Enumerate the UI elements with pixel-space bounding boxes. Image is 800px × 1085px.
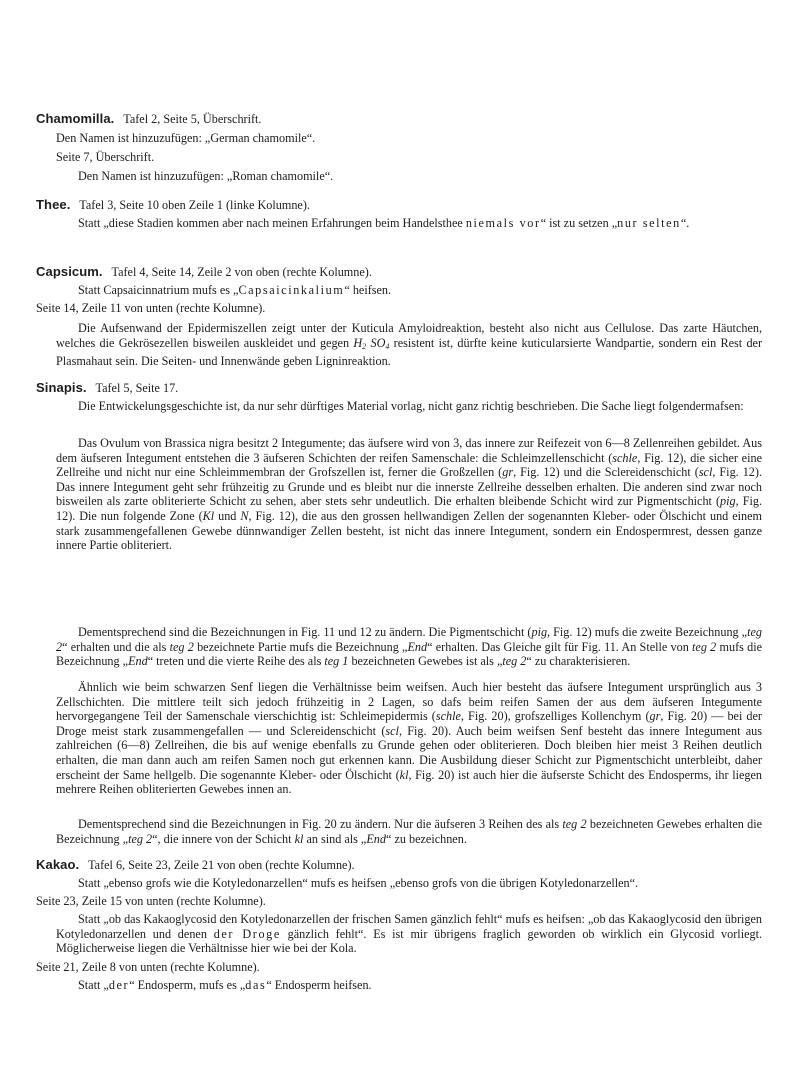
text-run: , Fig. 20). Auch beim weifsen Senf besteht das innere Integument aus zahlreichen (6—8) Zellreihen, die bis auf wenige ebenfalls zu Grunde gehen oder obliterieren. Doch bleiben hier meist 3 Reihen deutlich erhalten, die man dann auch am reifen Samen noch gut erkennen kann. Die Ausbildung dieser Schicht zur Pigmentschicht unterbleibt, daher erscheint der Same hellgelb. Die sogenannte Kleber- oder Ölschicht ( bbox=[56, 723, 762, 782]
text-run: gänzlich fehlt“. Es ist mir übrigens fraglich geworden ob wirklich ein Glycosid vorliegt. Möglicherweise liegen die Verhältnisse hier wie bei der Kola. bbox=[56, 926, 763, 956]
text-run: bezeichnete Partie mufs die Bezeichnung „ bbox=[193, 639, 408, 654]
figure-label: scl bbox=[698, 465, 713, 480]
figure-label: End bbox=[128, 654, 148, 669]
figure-label: teg 2 bbox=[502, 654, 527, 669]
figure-label: End bbox=[407, 639, 428, 654]
spaced-text: der Droge bbox=[213, 926, 281, 941]
text-run: bezeichneten Gewebes erhalten die Bezeichnung „ bbox=[56, 817, 762, 846]
correction-paragraph bbox=[56, 436, 762, 553]
figure-label: kl bbox=[399, 767, 409, 782]
location-line: Seite 14, Zeile 11 von unten (rechte Kolumne). bbox=[36, 301, 266, 315]
text-run: Statt „ bbox=[78, 978, 109, 992]
text-run: resistent ist, dürfte keine kuticularsierte Wandpartie, sondern ein Rest der Plasmahaut sein. Die Seiten- und Innenwände geben Ligninreaktion. bbox=[56, 335, 763, 369]
spaced-text: der bbox=[108, 978, 130, 992]
text-run: , Fig. 20), grofszelliges Kollenchym ( bbox=[460, 709, 650, 724]
section-heading bbox=[36, 858, 355, 873]
figure-label: teg 2 bbox=[692, 639, 717, 654]
section-term: Capsicum. bbox=[36, 264, 103, 279]
location-line: Seite 23, Zeile 15 von unten (rechte Kolumne). bbox=[36, 894, 266, 908]
correction-text: Den Namen ist hinzuzufügen: „Roman chamomile“. bbox=[78, 169, 334, 183]
location-line: Tafel 3, Seite 10 oben Zeile 1 (linke Kolumne). bbox=[79, 198, 310, 212]
text-run: Das Ovulum von Brassica nigra besitzt 2 Integumente; das äufsere wird von 3, das innere zur Reifezeit von 6—8 Zellenreihen gebildet. Aus dem äufseren Integument entstehen die 3 äufseren Schichten der reifen Samenschale: die Schleimzellenschicht ( bbox=[56, 436, 762, 465]
correction-paragraph bbox=[56, 912, 762, 956]
location-line: Tafel 6, Seite 23, Zeile 21 von oben (rechte Kolumne). bbox=[88, 858, 355, 872]
location-line: Tafel 2, Seite 5, Überschrift. bbox=[123, 112, 262, 126]
text-run: Ähnlich wie beim schwarzen Senf liegen die Verhältnisse beim weifsen. Auch hier besteht das äufsere Integument ursprünglich aus 3 Zellschichten. Die mittlere teilt sich jedoch frühzeitig in 2 Lagen, so dafs beim reifen Samen der aus dem äufseren Integumente hervorgegangene Teil der Samenschale vierschichtig ist: Schleimepidermis ( bbox=[56, 680, 762, 724]
text-run: “ ist zu setzen „ bbox=[540, 216, 618, 230]
figure-label: End bbox=[366, 831, 386, 846]
spaced-text: nur selten bbox=[617, 216, 681, 230]
location-line: Seite 7, Überschrift. bbox=[56, 150, 155, 164]
text-run: , Fig. 12). Die nun folgende Zone ( bbox=[56, 494, 763, 523]
spaced-text: das bbox=[245, 978, 267, 992]
figure-label: teg 1 bbox=[324, 654, 349, 669]
text-run: an sind als „ bbox=[303, 831, 367, 846]
correction-paragraph bbox=[56, 680, 762, 797]
text-run: Statt „diese Stadien kommen aber nach meinen Erfahrungen beim Handelsthee bbox=[78, 216, 463, 230]
section-heading bbox=[36, 198, 310, 213]
figure-label: gr bbox=[502, 465, 514, 480]
figure-label: teg 2 bbox=[562, 817, 587, 831]
text-run: , Fig. 20) ist auch hier die äufserste Schicht des Endosperms, ihr liegen mehrere Reihen obliterierten Gewebes innen an. bbox=[56, 767, 762, 797]
text-run: “ heifsen. bbox=[344, 283, 392, 297]
correction-paragraph bbox=[56, 625, 762, 669]
section-heading bbox=[36, 112, 261, 127]
figure-label: kl bbox=[294, 831, 304, 846]
figure-label: pig bbox=[531, 625, 548, 639]
text-run: , Fig. 12). Das innere Integument geht sehr frühzeitig zu Grunde und es bleibt nur die innerste Zellreihe desselben erhalten. Die anderen sind zwar noch bisweilen als zarte obliterierte Schicht zu sehen, aber stets sehr undeutlich. Die erhalten bleibende Schicht wird zur Pigmentschicht ( bbox=[56, 465, 762, 509]
text-run: Statt Capsaicinnatrium mufs es „ bbox=[78, 283, 239, 297]
text-run: “ erhalten. Das Gleiche gilt für Fig. 11. An Stelle von bbox=[427, 639, 693, 654]
spaced-text: niemals vor bbox=[465, 216, 541, 230]
section-term: Thee. bbox=[36, 197, 71, 212]
figure-label: N bbox=[240, 508, 249, 523]
figure-label: schle bbox=[612, 450, 638, 465]
figure-label: pig bbox=[720, 494, 736, 509]
text-run: , Fig. 12), die aus den grossen hellwandigen Zellen der sogenannten Kleber- oder Ölschicht und einem stark zusammengefallenen Gewebe dünnwandiger Zellen besteht, ist nicht das innere Integument, sondern ein Endospermrest, dessen ganze innere Partie obliteriert. bbox=[56, 508, 762, 553]
figure-label: gr bbox=[649, 709, 661, 724]
section-term: Kakao. bbox=[36, 857, 80, 872]
text-run: , Fig. 12), die sicher eine Zellreihe und nicht nur eine Schleimmembran der Grofszellen ist, ferner die Großzellen ( bbox=[56, 450, 762, 480]
section-term: Sinapis. bbox=[36, 380, 87, 395]
text-run: Dementsprechend sind die Bezeichnungen in Fig. 20 zu ändern. Nur die äufseren 3 Reihen des als bbox=[78, 817, 563, 831]
correction-paragraph bbox=[56, 216, 762, 231]
figure-label: scl bbox=[385, 723, 399, 738]
text-run: , Fig. 12) und die Sclereidenschicht ( bbox=[513, 465, 699, 480]
location-line: Tafel 4, Seite 14, Zeile 2 von oben (rechte Kolumne). bbox=[111, 265, 372, 279]
section-term: Chamomilla. bbox=[36, 111, 115, 126]
chemical-formula: $H_2$ $SO_4$ bbox=[353, 335, 390, 351]
location-line: Tafel 5, Seite 17. bbox=[95, 381, 179, 395]
section-heading bbox=[36, 265, 372, 280]
correction-paragraph bbox=[56, 283, 762, 298]
figure-label: teg 2 bbox=[169, 639, 194, 654]
correction-paragraph bbox=[56, 978, 762, 993]
figure-label: teg 2 bbox=[56, 625, 762, 654]
location-line: Seite 21, Zeile 8 von unten (rechte Kolumne). bbox=[36, 960, 260, 974]
figure-label: teg 2 bbox=[128, 831, 153, 846]
text-run: “, die innere von der Schicht bbox=[152, 831, 295, 846]
text-run: und bbox=[214, 508, 241, 523]
correction-paragraph: Die Entwickelungsgeschichte ist, da nur sehr dürftiges Material vorlag, nicht ganz richtig beschrieben. Die Sache liegt folgendermafsen: bbox=[78, 399, 744, 413]
text-run: “ Endosperm, mufs es „ bbox=[129, 978, 246, 992]
correction-paragraph bbox=[56, 817, 762, 846]
text-run: bezeichneten Gewebes ist als „ bbox=[348, 654, 503, 669]
figure-label: schle bbox=[435, 709, 461, 724]
text-run: “ zu bezeichnen. bbox=[386, 831, 467, 846]
correction-paragraph: Statt „ebenso grofs wie die Kotyledonarzellen“ mufs es heifsen „ebenso grofs von die übrigen Kotyledonarzellen“. bbox=[78, 876, 639, 890]
figure-label: Kl bbox=[202, 508, 215, 523]
text-run: “ zu charakterisieren. bbox=[526, 654, 631, 669]
text-run: “. bbox=[680, 216, 690, 230]
text-run: , Fig. 12) mufs die zweite Bezeichnung „ bbox=[547, 625, 748, 639]
text-run: Die Aufsenwand der Epidermiszellen zeigt unter der Kuticula Amyloidreaktion, besteht also nicht aus Cellulose. Das zarte Häutchen, welches die Gekrösezellen bisweilen auskleidet und gegen bbox=[56, 321, 762, 350]
text-run: mufs die Bezeichnung „ bbox=[56, 639, 762, 669]
spaced-text: Capsaicinkalium bbox=[238, 283, 345, 297]
text-run: “ Endosperm heifsen. bbox=[266, 978, 372, 992]
section-heading bbox=[36, 381, 178, 396]
correction-text: Den Namen ist hinzuzufügen: „German chamomile“. bbox=[56, 131, 316, 145]
text-run: , Fig. 20) — bei der Droge meist stark zusammengefallen — und Sclereidenschicht ( bbox=[56, 709, 762, 738]
text-run: “ treten und die vierte Reihe des als bbox=[147, 654, 325, 669]
correction-paragraph bbox=[56, 321, 762, 369]
text-run: Statt „ob das Kakaoglycosid den Kotyledonarzellen der frischen Samen gänzlich fehlt“ mufs es heifsen: „ob das Kakaoglycosid den übrigen Kotyledonarzellen und denen bbox=[56, 912, 762, 941]
text-run: Dementsprechend sind die Bezeichnungen in Fig. 11 und 12 zu ändern. Die Pigmentschicht ( bbox=[78, 625, 532, 639]
text-run: “ erhalten und die als bbox=[62, 639, 170, 654]
